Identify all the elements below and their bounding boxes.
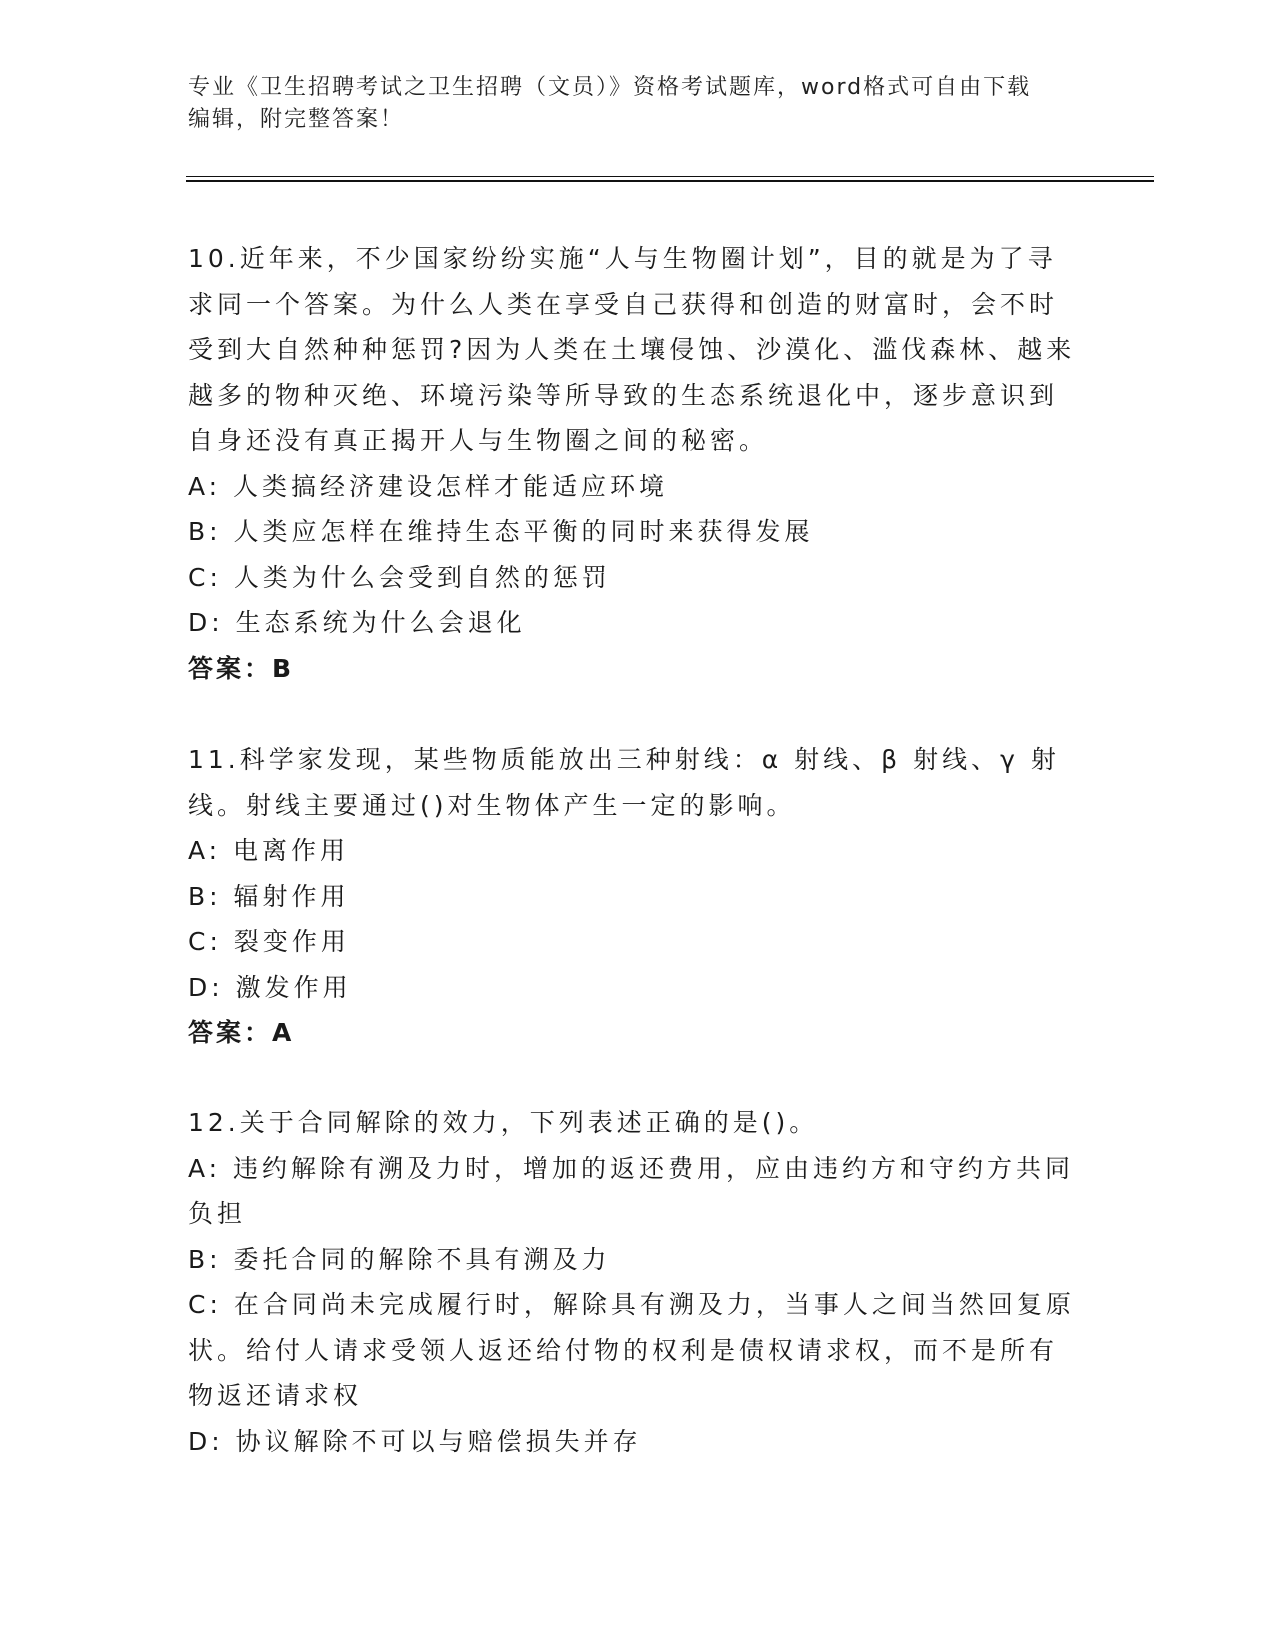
option-a: A: 电离作用 bbox=[188, 836, 350, 865]
option-c: C: 在合同尚未完成履行时，解除具有溯及力，当事人之间当然回复原状。给付人请求受领人返还给付物的权利是债权请求权，而不是所有物返还请求权 bbox=[188, 1290, 1075, 1410]
question-stem: 10.近年来，不少国家纷纷实施“人与生物圈计划”，目的就是为了寻求同一个答案。为什么人类在享受自己获得和创造的财富时，会不时受到大自然种种惩罚?因为人类在土壤侵蚀、沙漠化、滥伐森林、越来越多的物种灭绝、环境污染等所导致的生态系统退化中，逐步意识到自身还没有真正揭开人与生物圈之间的秘密。 bbox=[188, 244, 1076, 455]
option-d: D: 协议解除不可以与赔偿损失并存 bbox=[188, 1426, 642, 1456]
divider-thin bbox=[186, 176, 1154, 177]
question-stem: 11.科学家发现，某些物质能放出三种射线：α 射线、β 射线、γ 射线。射线主要通过()对生物体产生一定的影响。 bbox=[188, 745, 1060, 820]
divider-thick bbox=[186, 180, 1154, 182]
question-11 bbox=[188, 737, 1078, 1056]
option-c: C: 裂变作用 bbox=[188, 927, 350, 956]
option-b: B: 人类应怎样在维持生态平衡的同时来获得发展 bbox=[188, 517, 814, 546]
option-d: D: 激发作用 bbox=[188, 972, 352, 1002]
option-c: C: 人类为什么会受到自然的惩罚 bbox=[188, 562, 611, 592]
option-a: A: 人类搞经济建设怎样才能适应环境 bbox=[188, 471, 669, 501]
answer: 答案：A bbox=[188, 1018, 295, 1047]
answer: 答案：B bbox=[188, 653, 295, 683]
header-divider bbox=[186, 176, 1154, 182]
header-line-1: 专业《卫生招聘考试之卫生招聘（文员）》资格考试题库，word格式可自由下载 bbox=[188, 75, 1032, 100]
option-a: A: 违约解除有溯及力时，增加的返还费用，应由违约方和守约方共同负担 bbox=[188, 1153, 1075, 1228]
question-stem: 12.关于合同解除的效力，下列表述正确的是()。 bbox=[188, 1108, 819, 1137]
option-b: B: 辐射作用 bbox=[188, 881, 350, 911]
question-12 bbox=[188, 1100, 1078, 1464]
option-b: B: 委托合同的解除不具有溯及力 bbox=[188, 1244, 611, 1274]
option-d: D: 生态系统为什么会退化 bbox=[188, 608, 526, 637]
header-line-2: 编辑，附完整答案！ bbox=[188, 107, 405, 132]
document-header bbox=[188, 72, 1088, 136]
question-10 bbox=[188, 236, 1078, 691]
